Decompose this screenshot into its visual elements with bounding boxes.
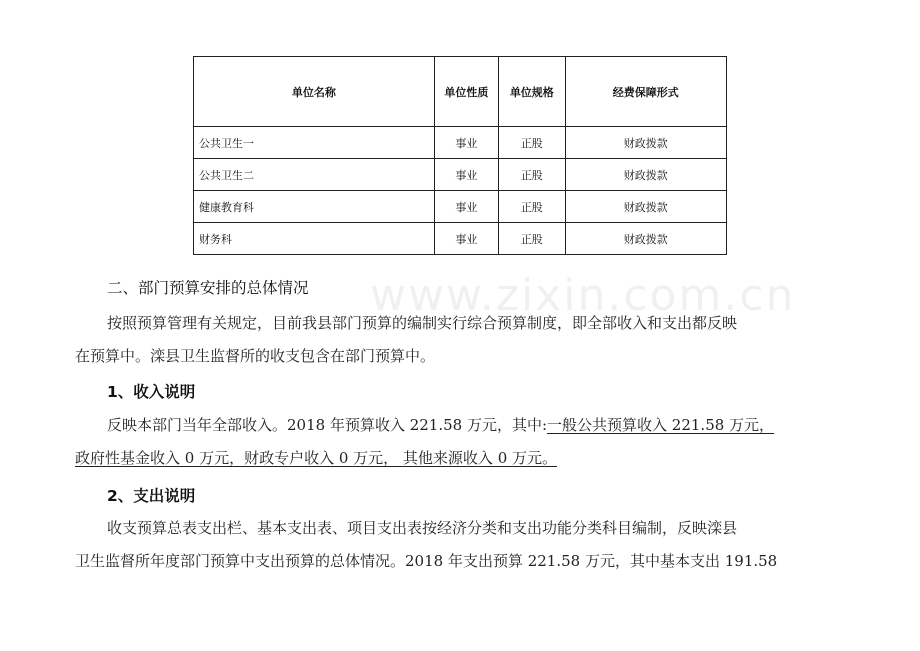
cell-unit-nature: 事业 <box>434 159 498 191</box>
header-funding-form: 经费保障形式 <box>565 57 726 127</box>
cell-funding-form: 财政拨款 <box>565 191 726 223</box>
paragraph-line: 在预算中。滦县卫生监督所的收支包含在部门预算中。 <box>75 347 436 365</box>
income-underlined-text: 一般公共预算收入 221.58 万元， <box>547 416 775 434</box>
income-text: 反映本部门当年全部收入。2018 年预算收入 221.58 万元，其中: <box>107 416 548 434</box>
table-header-row <box>194 57 727 127</box>
cell-unit-scale: 正股 <box>499 127 565 159</box>
cell-funding-form: 财政拨款 <box>565 223 726 255</box>
header-unit-nature: 单位性质 <box>434 57 498 127</box>
section-heading-expense: 2、支出说明 <box>107 487 196 505</box>
cell-unit-nature: 事业 <box>434 223 498 255</box>
paragraph-line: 按照预算管理有关规定，目前我县部门预算的编制实行综合预算制度，即全部收入和支出都反映 <box>107 314 738 332</box>
income-underlined-text: 政府性基金收入 0 万元，财政专户收入 0 万元， 其他来源收入 0 万元。 <box>75 449 558 467</box>
cell-unit-name: 公共卫生一 <box>194 127 435 159</box>
table-row <box>194 127 727 159</box>
cell-unit-nature: 事业 <box>434 191 498 223</box>
cell-unit-name: 财务科 <box>194 223 435 255</box>
cell-unit-scale: 正股 <box>499 159 565 191</box>
header-unit-scale: 单位规格 <box>499 57 565 127</box>
cell-funding-form: 财政拨款 <box>565 159 726 191</box>
paragraph-line: 收支预算总表支出栏、基本支出表、项目支出表按经济分类和支出功能分类科目编制，反映滦县 <box>107 519 738 537</box>
section-heading-budget-overview: 二、部门预算安排的总体情况 <box>107 279 309 297</box>
paragraph-line: 卫生监督所年度部门预算中支出预算的总体情况。2018 年支出预算 221.58 万元，其中基本支出 191.58 <box>75 552 778 570</box>
cell-unit-name: 公共卫生二 <box>194 159 435 191</box>
table-row <box>194 159 727 191</box>
section-heading-income: 1、收入说明 <box>107 383 196 401</box>
table-row <box>194 191 727 223</box>
paragraph-line <box>75 442 850 475</box>
cell-funding-form: 财政拨款 <box>565 127 726 159</box>
income-paragraph <box>75 409 850 475</box>
unit-table <box>193 56 727 255</box>
watermark: www.zixin.com.cn <box>370 270 796 321</box>
cell-unit-scale: 正股 <box>499 223 565 255</box>
cell-unit-scale: 正股 <box>499 191 565 223</box>
header-unit-name: 单位名称 <box>194 57 435 127</box>
expense-paragraph <box>75 512 850 578</box>
cell-unit-name: 健康教育科 <box>194 191 435 223</box>
paragraph-line <box>75 409 850 442</box>
budget-overview-paragraph <box>75 307 850 373</box>
cell-unit-nature: 事业 <box>434 127 498 159</box>
table-row <box>194 223 727 255</box>
